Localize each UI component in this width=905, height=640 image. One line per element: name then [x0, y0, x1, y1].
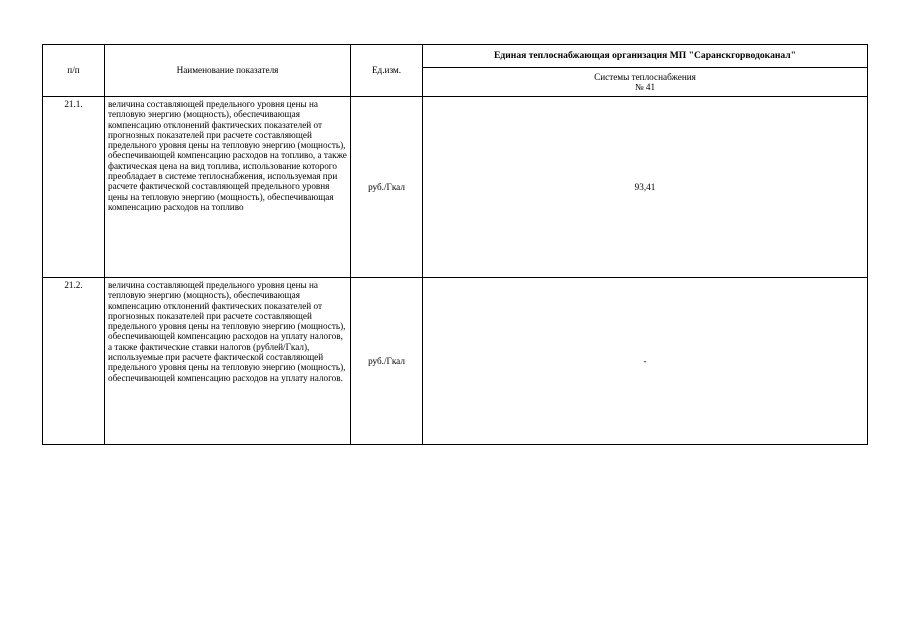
header-systems-label: Системы теплоснабжения [594, 71, 696, 82]
row-name-cell: величина составляющей предельного уровня цены на тепловую энергию (мощность), обеспечивающая компенсацию отклонений фактических показателей от прогнозных показателей при расчете составляющей предельного уровня цены на тепловую энергию (мощность), обеспечивающей компенсацию расходов на топливо, а также фактическая цена на вид топлива, использование которого преобладает в системе теплоснабжения, используемая при расчете фактической составляющей предельного уровня цены на тепловую энергию (мощность), обеспечивающая компенсацию расходов на топливо [105, 97, 351, 278]
row-value-cell: 93,41 [423, 97, 868, 278]
tariff-table [42, 44, 868, 445]
row-value-cell: - [423, 278, 868, 445]
table-row [43, 97, 868, 278]
row-unit-cell: руб./Гкал [351, 278, 423, 445]
header-organization-title: Единая теплоснабжающая организация МП "Саранскгорводоканал" [423, 45, 868, 68]
row-name-cell: величина составляющей предельного уровня цены на тепловую энергию (мощность), обеспечивающая компенсацию отклонений фактических показателей от прогнозных показателей при расчете составляющей предельного уровня цены на тепловую энергию (мощность), обеспечивающей компенсацию расходов на уплату налогов, а также фактические ставки налогов (рублей/Гкал), используемые при расчете фактической составляющей предельного уровня цены на тепловую энергию (мощность), обеспечивающей компенсацию расходов на уплату налогов. [105, 278, 351, 445]
row-unit-cell: руб./Гкал [351, 97, 423, 278]
table-header-row [43, 45, 868, 68]
header-unit-cell: Ед.изм. [351, 45, 423, 97]
header-systems-cell [423, 68, 868, 97]
row-number-cell: 21.1. [43, 97, 105, 278]
header-number-cell: п/п [43, 45, 105, 97]
header-name-cell: Наименование показателя [105, 45, 351, 97]
row-number-cell: 21.2. [43, 278, 105, 445]
header-systems-number: № 41 [634, 82, 656, 92]
table-row [43, 278, 868, 445]
